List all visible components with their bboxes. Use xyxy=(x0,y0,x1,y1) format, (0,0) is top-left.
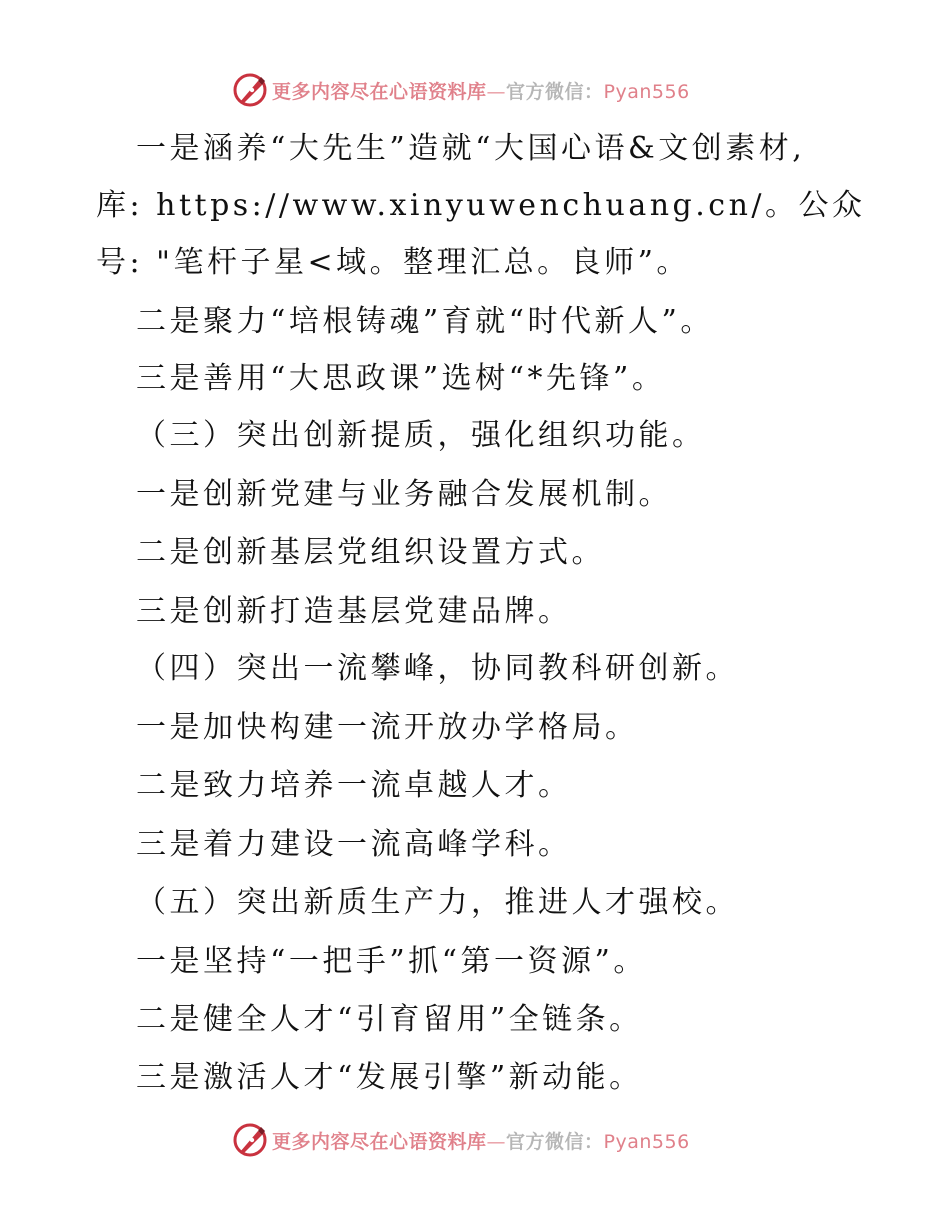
banner-wechat-id: Pyan556 xyxy=(603,80,690,103)
banner-official: 官方微信： xyxy=(506,80,604,103)
banner-prefix: 更多内容尽在心语资料库 xyxy=(272,80,487,103)
header-banner xyxy=(232,70,690,110)
text-line-1: 一是涵养“大先生”造就“大国心语&文创素材, xyxy=(136,131,806,166)
text-line-13: 三是着力建设一流高峰学科。 xyxy=(136,827,572,862)
text-line-11: 一是加快构建一流开放办学格局。 xyxy=(136,710,639,745)
text-line-12: 二是致力培养一流卓越人才。 xyxy=(136,768,572,803)
section-heading-4: （四）突出一流攀峰，协同教科研创新。 xyxy=(136,651,739,686)
text-line-16: 二是健全人才“引育留用”全链条。 xyxy=(136,1002,643,1037)
pen-logo-icon xyxy=(232,1122,268,1158)
section-heading-3: （三）突出创新提质，强化组织功能。 xyxy=(136,418,706,453)
text-line-9: 三是创新打造基层党建品牌。 xyxy=(136,594,572,629)
text-line-8: 二是创新基层党组织设置方式。 xyxy=(136,535,605,570)
text-line-3: 号: "笔杆子星<域。整理汇总。良师”。 xyxy=(96,245,690,280)
banner-dash: — xyxy=(486,80,507,103)
banner-wechat-id: Pyan556 xyxy=(603,1130,690,1153)
banner-official: 官方微信： xyxy=(506,1130,604,1153)
text-line-17: 三是激活人才“发展引擎”新动能。 xyxy=(136,1060,643,1095)
text-line-4: 二是聚力“培根铸魂”育就“时代新人”。 xyxy=(136,304,714,339)
banner-prefix: 更多内容尽在心语资料库 xyxy=(272,1130,487,1153)
pen-logo-icon xyxy=(232,72,268,108)
text-line-2: 库: https://www.xinyuwenchuang.cn/。公众 xyxy=(96,188,866,223)
text-line-7: 一是创新党建与业务融合发展机制。 xyxy=(136,477,672,512)
text-line-15: 一是坚持“一把手”抓“第一资源”。 xyxy=(136,944,647,979)
footer-banner xyxy=(232,1120,690,1160)
section-heading-5: （五）突出新质生产力，推进人才强校。 xyxy=(136,885,739,920)
banner-dash: — xyxy=(486,1130,507,1153)
text-line-5: 三是善用“大思政课”选树“*先锋”。 xyxy=(136,361,666,396)
